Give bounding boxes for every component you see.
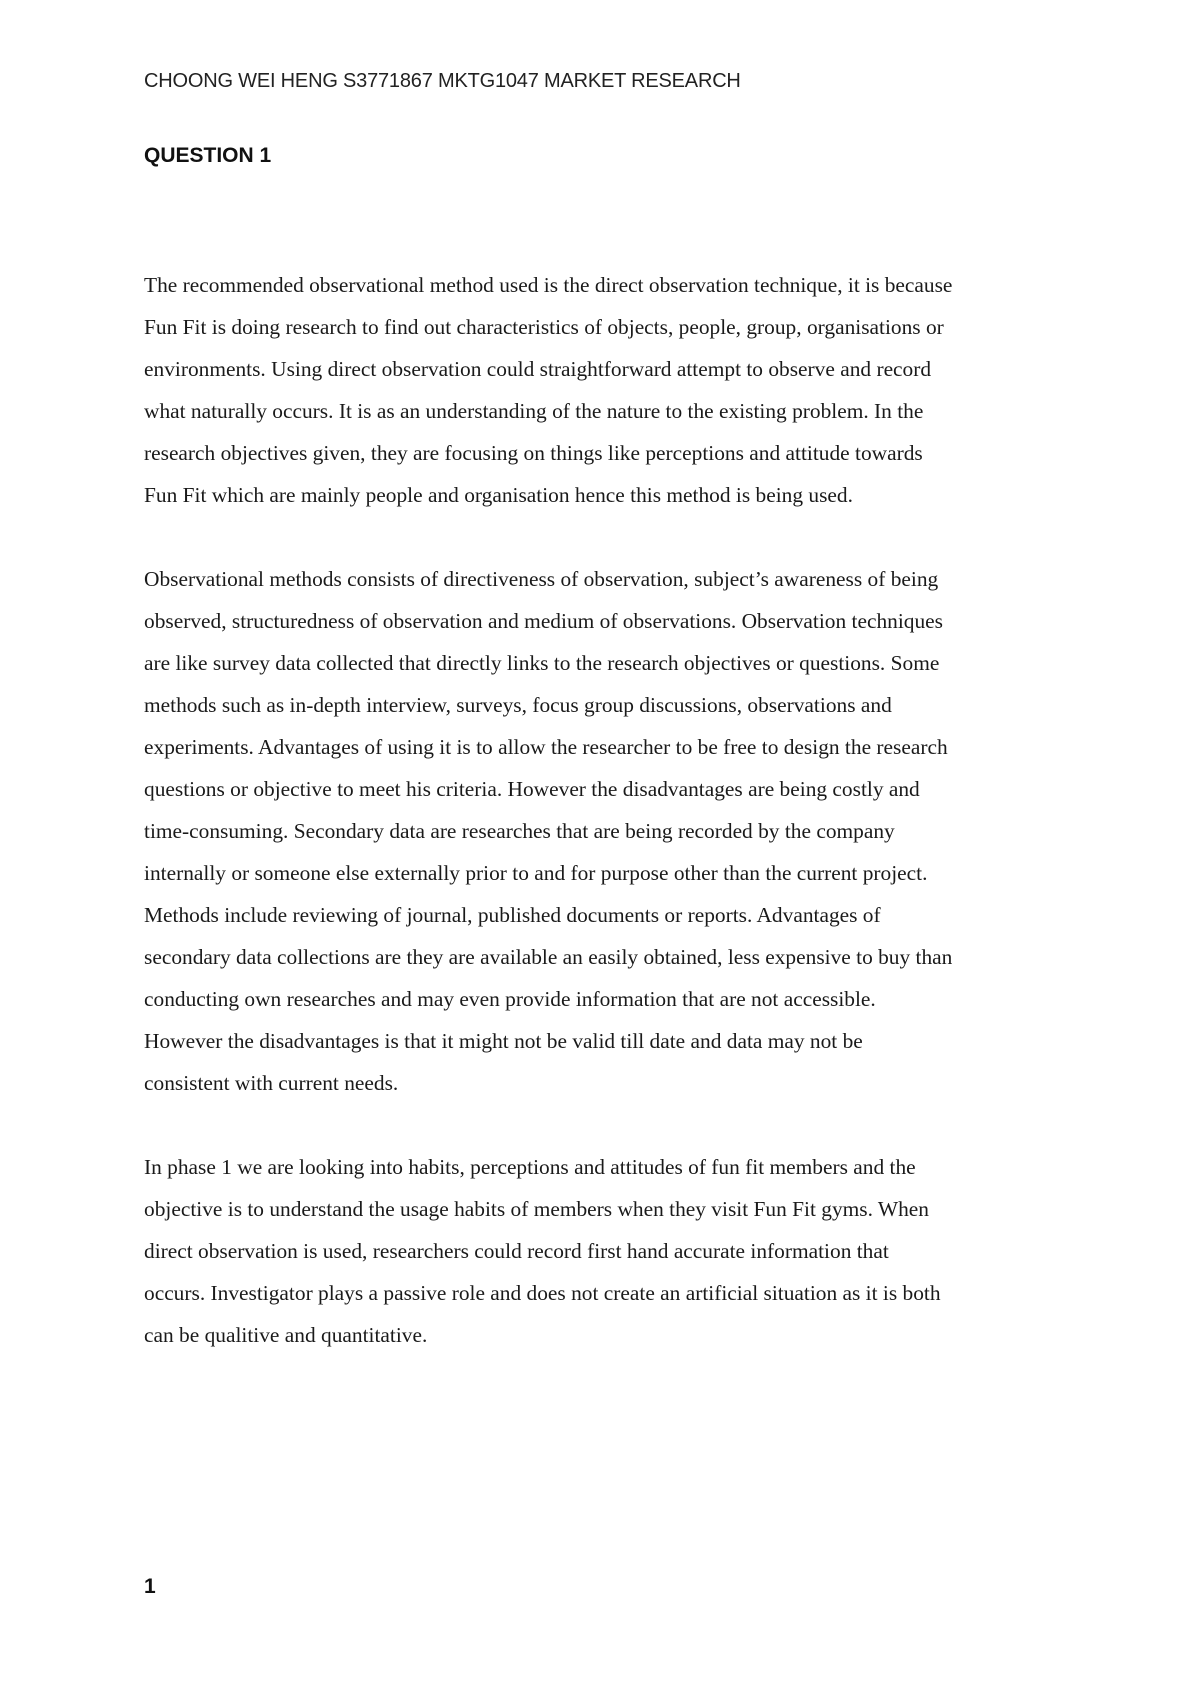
paragraph-line: objective is to understand the usage habits of members when they visit Fun Fit gyms. When: [144, 1197, 929, 1221]
page-number: 1: [144, 1575, 156, 1598]
paragraph-line: conducting own researches and may even provide information that are not accessible.: [144, 987, 876, 1011]
paragraph-line: experiments. Advantages of using it is to allow the researcher to be free to design the research: [144, 735, 948, 759]
paragraph-3: [144, 1146, 1074, 1356]
paragraph-line: secondary data collections are they are available an easily obtained, less expensive to buy than: [144, 945, 953, 969]
running-header: CHOONG WEI HENG S3771867 MKTG1047 MARKET RESEARCH: [144, 70, 741, 92]
paragraph-line: The recommended observational method used is the direct observation technique, it is because: [144, 273, 953, 297]
paragraph-line: In phase 1 we are looking into habits, perceptions and attitudes of fun fit members and the: [144, 1155, 916, 1179]
paragraph-line: can be qualitive and quantitative.: [144, 1323, 428, 1347]
paragraph-line: are like survey data collected that directly links to the research objectives or questions. Some: [144, 651, 940, 675]
paragraph-line: what naturally occurs. It is as an understanding of the nature to the existing problem. In the: [144, 399, 924, 423]
paragraph-1: [144, 264, 1074, 516]
paragraph-line: Fun Fit which are mainly people and organisation hence this method is being used.: [144, 483, 853, 507]
paragraph-line: Observational methods consists of directiveness of observation, subject’s awareness of being: [144, 567, 939, 591]
paragraph-line: occurs. Investigator plays a passive role and does not create an artificial situation as it is both: [144, 1281, 941, 1305]
paragraph-line: consistent with current needs.: [144, 1071, 399, 1095]
paragraph-line: time-consuming. Secondary data are researches that are being recorded by the company: [144, 819, 895, 843]
paragraph-line: research objectives given, they are focusing on things like perceptions and attitude towards: [144, 441, 923, 465]
paragraph-line: Fun Fit is doing research to find out characteristics of objects, people, group, organisations or: [144, 315, 944, 339]
paragraph-line: observed, structuredness of observation and medium of observations. Observation techniques: [144, 609, 943, 633]
paragraph-line: questions or objective to meet his criteria. However the disadvantages are being costly and: [144, 777, 920, 801]
paragraph-line: methods such as in-depth interview, surveys, focus group discussions, observations and: [144, 693, 892, 717]
section-heading: QUESTION 1: [144, 144, 272, 167]
paragraph-line: environments. Using direct observation could straightforward attempt to observe and record: [144, 357, 932, 381]
paragraph-line: direct observation is used, researchers could record first hand accurate information that: [144, 1239, 889, 1263]
paragraph-2: [144, 558, 1074, 1104]
paragraph-line: However the disadvantages is that it might not be valid till date and data may not be: [144, 1029, 863, 1053]
paragraph-line: Methods include reviewing of journal, published documents or reports. Advantages of: [144, 903, 881, 927]
paragraph-line: internally or someone else externally prior to and for purpose other than the current project.: [144, 861, 928, 885]
